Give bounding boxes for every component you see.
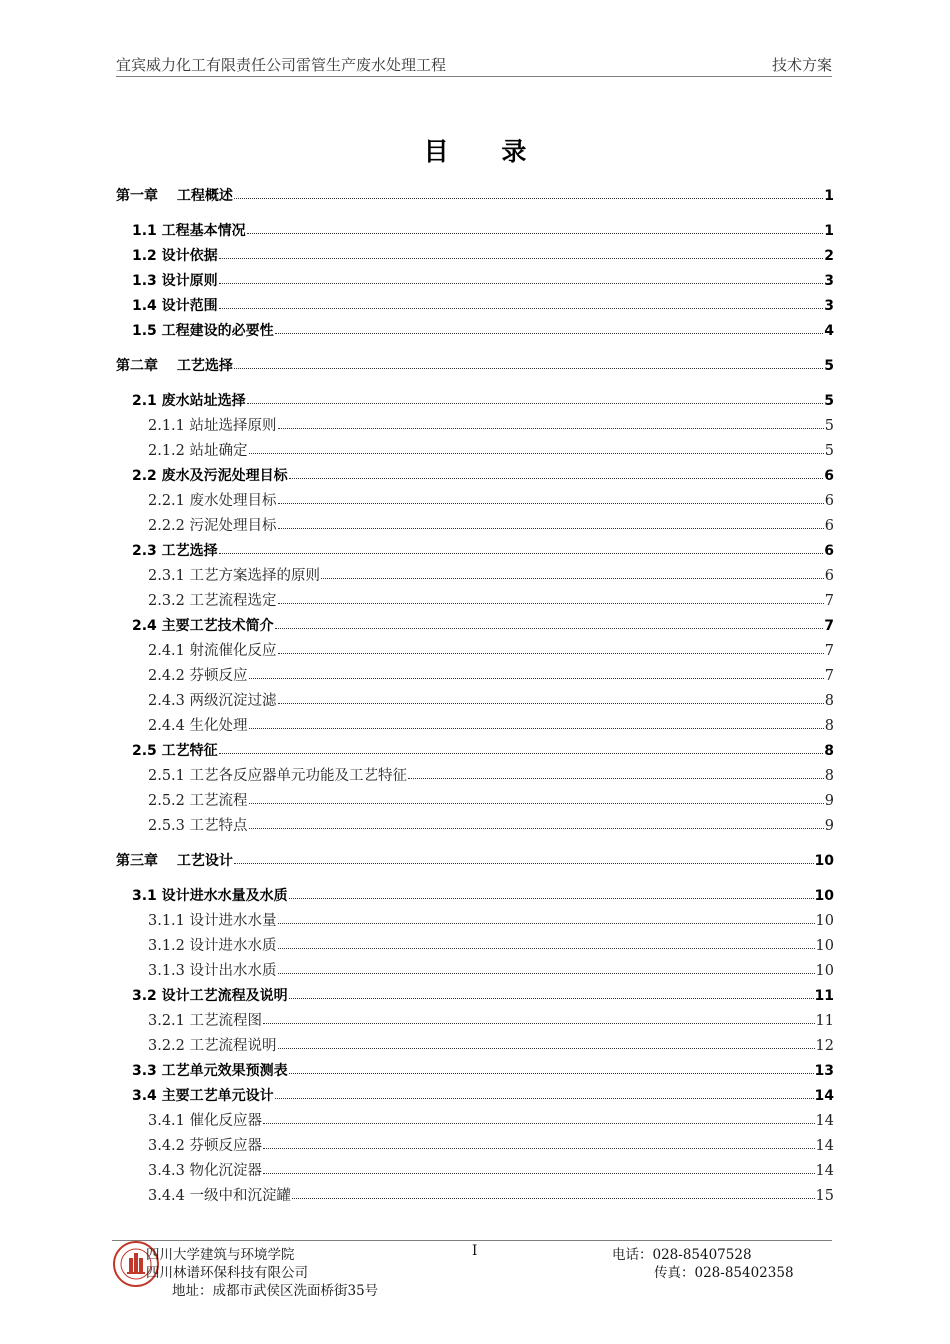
- toc-entry-page: 14: [815, 1113, 834, 1129]
- toc-section-entry[interactable]: [132, 466, 834, 486]
- toc-leader-dots: [275, 1086, 814, 1099]
- toc-entry-label: 2.4.3 两级沉淀过滤: [148, 693, 277, 709]
- toc-leader-dots: [278, 516, 824, 529]
- toc-subsection-entry[interactable]: [148, 516, 834, 536]
- toc-entry-label: 2.2.1 废水处理目标: [148, 493, 277, 509]
- toc-leader-dots: [263, 1161, 815, 1174]
- toc-leader-dots: [263, 1111, 815, 1124]
- toc-section-entry[interactable]: [132, 1061, 834, 1081]
- toc-leader-dots: [249, 816, 824, 829]
- toc-entry-label: 1.5 工程建设的必要性: [132, 323, 274, 339]
- toc-leader-dots: [278, 911, 815, 924]
- toc-entry-label: 1.4 设计范围: [132, 298, 218, 314]
- toc-section-entry[interactable]: [132, 321, 834, 341]
- toc-entry-label: 3.4.3 物化沉淀器: [148, 1163, 263, 1179]
- toc-leader-dots: [249, 666, 824, 679]
- toc-entry-page: 10: [814, 888, 834, 904]
- toc-chapter-entry[interactable]: [116, 186, 834, 206]
- toc-leader-dots: [249, 791, 824, 804]
- toc-subsection-entry[interactable]: [148, 666, 834, 686]
- toc-entry-page: 8: [824, 768, 834, 784]
- toc-subsection-entry[interactable]: [148, 1011, 834, 1031]
- toc-entry-page: 8: [824, 693, 834, 709]
- toc-section-entry[interactable]: [132, 246, 834, 266]
- toc-leader-dots: [234, 851, 814, 864]
- toc-entry-label: 2.3.2 工艺流程选定: [148, 593, 277, 609]
- toc-title: 目 录: [423, 137, 549, 166]
- toc-entry-label: 2.4.1 射流催化反应: [148, 643, 277, 659]
- toc-entry-label: 3.2.2 工艺流程说明: [148, 1038, 277, 1054]
- toc-leader-dots: [278, 961, 815, 974]
- toc-entry-page: 1: [824, 223, 834, 239]
- toc-entry-page: 2: [824, 248, 834, 264]
- toc-entry-label: 2.1.2 站址确定: [148, 443, 248, 459]
- toc-entry-label: 2.2 废水及污泥处理目标: [132, 468, 288, 484]
- toc-entry-page: 11: [814, 988, 834, 1004]
- toc-entry-page: 10: [814, 853, 834, 869]
- toc-entry-label: 3.1.3 设计出水水质: [148, 963, 277, 979]
- toc-subsection-entry[interactable]: [148, 791, 834, 811]
- toc-entry-page: 7: [824, 593, 834, 609]
- toc-leader-dots: [278, 491, 824, 504]
- toc-entry-label: 2.1.1 站址选择原则: [148, 418, 277, 434]
- toc-entry-page: 14: [815, 1138, 834, 1154]
- toc-entry-label: 3.1.2 设计进水水质: [148, 938, 277, 954]
- toc-leader-dots: [408, 766, 824, 779]
- toc-entry-page: 7: [824, 668, 834, 684]
- toc-entry-label: 3.4.4 一级中和沉淀罐: [148, 1188, 292, 1204]
- toc-leader-dots: [278, 936, 815, 949]
- toc-leader-dots: [249, 716, 824, 729]
- toc-leader-dots: [289, 466, 824, 479]
- toc-entry-page: 12: [815, 1038, 834, 1054]
- page-header: [116, 52, 832, 77]
- toc-section-entry[interactable]: [132, 221, 834, 241]
- toc-entry-label: 2.1 废水站址选择: [132, 393, 246, 409]
- toc-entry-page: 8: [824, 743, 834, 759]
- toc-leader-dots: [289, 886, 814, 899]
- toc-subsection-entry[interactable]: [148, 691, 834, 711]
- toc-entry-label: 2.4.2 芬顿反应: [148, 668, 248, 684]
- toc-entry-label: 3.2.1 工艺流程图: [148, 1013, 263, 1029]
- toc-leader-dots: [219, 541, 824, 554]
- toc-entry-page: 11: [815, 1013, 834, 1029]
- toc-entry-page: 7: [824, 643, 834, 659]
- toc-leader-dots: [219, 246, 824, 259]
- toc-leader-dots: [234, 356, 823, 369]
- toc-entry-page: 6: [824, 493, 834, 509]
- toc-subsection-entry[interactable]: [148, 641, 834, 661]
- toc-entry-page: 8: [824, 718, 834, 734]
- toc-section-entry[interactable]: [132, 616, 834, 636]
- toc-leader-dots: [219, 296, 824, 309]
- toc-subsection-entry[interactable]: [148, 936, 834, 956]
- toc-subsection-entry[interactable]: [148, 1136, 834, 1156]
- toc-entry-page: 5: [824, 418, 834, 434]
- toc-leader-dots: [263, 1011, 815, 1024]
- toc-entry-label: 3.4.1 催化反应器: [148, 1113, 263, 1129]
- toc-subsection-entry[interactable]: [148, 566, 834, 586]
- toc-subsection-entry[interactable]: [148, 766, 834, 786]
- toc-leader-dots: [278, 591, 824, 604]
- toc-entry-label: 2.5 工艺特征: [132, 743, 218, 759]
- toc-entry-label: 3.3 工艺单元效果预测表: [132, 1063, 288, 1079]
- toc-entry-label: 3.1.1 设计进水水量: [148, 913, 277, 929]
- toc-entry-label: 第三章 工艺设计: [116, 853, 233, 869]
- header-project-title: 宜宾威力化工有限责任公司雷管生产废水处理工程: [116, 56, 447, 74]
- toc-entry-page: 3: [824, 298, 834, 314]
- toc-entry-page: 5: [824, 393, 834, 409]
- toc-subsection-entry[interactable]: [148, 491, 834, 511]
- toc-section-entry[interactable]: [132, 391, 834, 411]
- toc-leader-dots: [278, 1036, 815, 1049]
- toc-entry-page: 1: [824, 188, 834, 204]
- toc-section-entry[interactable]: [132, 886, 834, 906]
- footer-address: 地址：成都市武侯区洗面桥街35号: [172, 1283, 379, 1299]
- toc-entry-page: 6: [824, 468, 834, 484]
- toc-entry-page: 9: [824, 793, 834, 809]
- toc-entry-label: 第二章 工艺选择: [116, 358, 233, 374]
- toc-section-entry[interactable]: [132, 986, 834, 1006]
- toc-section-entry[interactable]: [132, 271, 834, 291]
- toc-entry-page: 10: [815, 913, 834, 929]
- toc-subsection-entry[interactable]: [148, 416, 834, 436]
- toc-entry-page: 14: [814, 1088, 834, 1104]
- footer-divider: [112, 1240, 832, 1241]
- toc-leader-dots: [234, 186, 823, 199]
- toc-entry-label: 2.5.1 工艺各反应器单元功能及工艺特征: [148, 768, 408, 784]
- toc-entry-page: 10: [815, 963, 834, 979]
- toc-section-entry[interactable]: [132, 1086, 834, 1106]
- toc-entry-label: 2.4.4 生化处理: [148, 718, 248, 734]
- toc-section-entry[interactable]: [132, 741, 834, 761]
- toc-subsection-entry[interactable]: [148, 1161, 834, 1181]
- toc-entry-label: 2.5.3 工艺特点: [148, 818, 248, 834]
- toc-entry-page: 6: [824, 518, 834, 534]
- toc-leader-dots: [275, 321, 824, 334]
- toc-leader-dots: [275, 616, 824, 629]
- toc-leader-dots: [219, 741, 824, 754]
- toc-leader-dots: [247, 221, 824, 234]
- toc-entry-page: 4: [824, 323, 834, 339]
- toc-subsection-entry[interactable]: [148, 591, 834, 611]
- toc-leader-dots: [278, 641, 824, 654]
- toc-entry-page: 6: [824, 543, 834, 559]
- toc-entry-label: 2.5.2 工艺流程: [148, 793, 248, 809]
- toc-entry-page: 14: [815, 1163, 834, 1179]
- toc-leader-dots: [292, 1186, 815, 1199]
- toc-entry-label: 1.2 设计依据: [132, 248, 218, 264]
- toc-subsection-entry[interactable]: [148, 1036, 834, 1056]
- toc-leader-dots: [247, 391, 824, 404]
- toc-subsection-entry[interactable]: [148, 961, 834, 981]
- toc-entry-label: 3.4.2 芬顿反应器: [148, 1138, 263, 1154]
- toc-chapter-entry[interactable]: [116, 851, 834, 871]
- toc-entry-label: 第一章 工程概述: [116, 188, 233, 204]
- toc-leader-dots: [263, 1136, 815, 1149]
- toc-entry-label: 3.1 设计进水水量及水质: [132, 888, 288, 904]
- footer-org-1: 四川大学建筑与环境学院: [146, 1247, 295, 1263]
- toc-subsection-entry[interactable]: [148, 716, 834, 736]
- toc-leader-dots: [249, 441, 824, 454]
- toc-entry-label: 2.3.1 工艺方案选择的原则: [148, 568, 321, 584]
- toc-entry-page: 5: [824, 358, 834, 374]
- toc-section-entry[interactable]: [132, 296, 834, 316]
- toc-entry-label: 2.3 工艺选择: [132, 543, 218, 559]
- toc-subsection-entry[interactable]: [148, 1111, 834, 1131]
- toc-entry-label: 2.2.2 污泥处理目标: [148, 518, 277, 534]
- toc-entry-label: 3.4 主要工艺单元设计: [132, 1088, 274, 1104]
- toc-section-entry[interactable]: [132, 541, 834, 561]
- toc-leader-dots: [289, 1061, 814, 1074]
- header-doc-type: 技术方案: [771, 56, 832, 74]
- toc-subsection-entry[interactable]: [148, 1186, 834, 1206]
- toc-entry-page: 9: [824, 818, 834, 834]
- toc-subsection-entry[interactable]: [148, 816, 834, 836]
- toc-entry-page: 5: [824, 443, 834, 459]
- toc-entry-page: 13: [814, 1063, 834, 1079]
- footer-phone: 电话：028-85407528: [612, 1247, 752, 1263]
- toc-entry-page: 10: [815, 938, 834, 954]
- toc-entry-page: 6: [824, 568, 834, 584]
- toc-chapter-entry[interactable]: [116, 356, 834, 376]
- toc-subsection-entry[interactable]: [148, 441, 834, 461]
- toc-entry-label: 1.3 设计原则: [132, 273, 218, 289]
- toc-entry-page: 7: [824, 618, 834, 634]
- toc-entry-page: 15: [815, 1188, 834, 1204]
- toc-leader-dots: [289, 986, 814, 999]
- toc-leader-dots: [219, 271, 824, 284]
- footer-fax: 传真：028-85402358: [654, 1265, 794, 1281]
- toc-leader-dots: [321, 566, 824, 579]
- toc-leader-dots: [278, 691, 824, 704]
- toc-subsection-entry[interactable]: [148, 911, 834, 931]
- footer-org-2: 四川林谱环保科技有限公司: [146, 1265, 308, 1281]
- toc-leader-dots: [278, 416, 824, 429]
- toc-entry-label: 3.2 设计工艺流程及说明: [132, 988, 288, 1004]
- toc-entry-label: 2.4 主要工艺技术简介: [132, 618, 274, 634]
- toc-entry-label: 1.1 工程基本情况: [132, 223, 246, 239]
- toc-entry-page: 3: [824, 273, 834, 289]
- footer-page-number: I: [472, 1243, 478, 1259]
